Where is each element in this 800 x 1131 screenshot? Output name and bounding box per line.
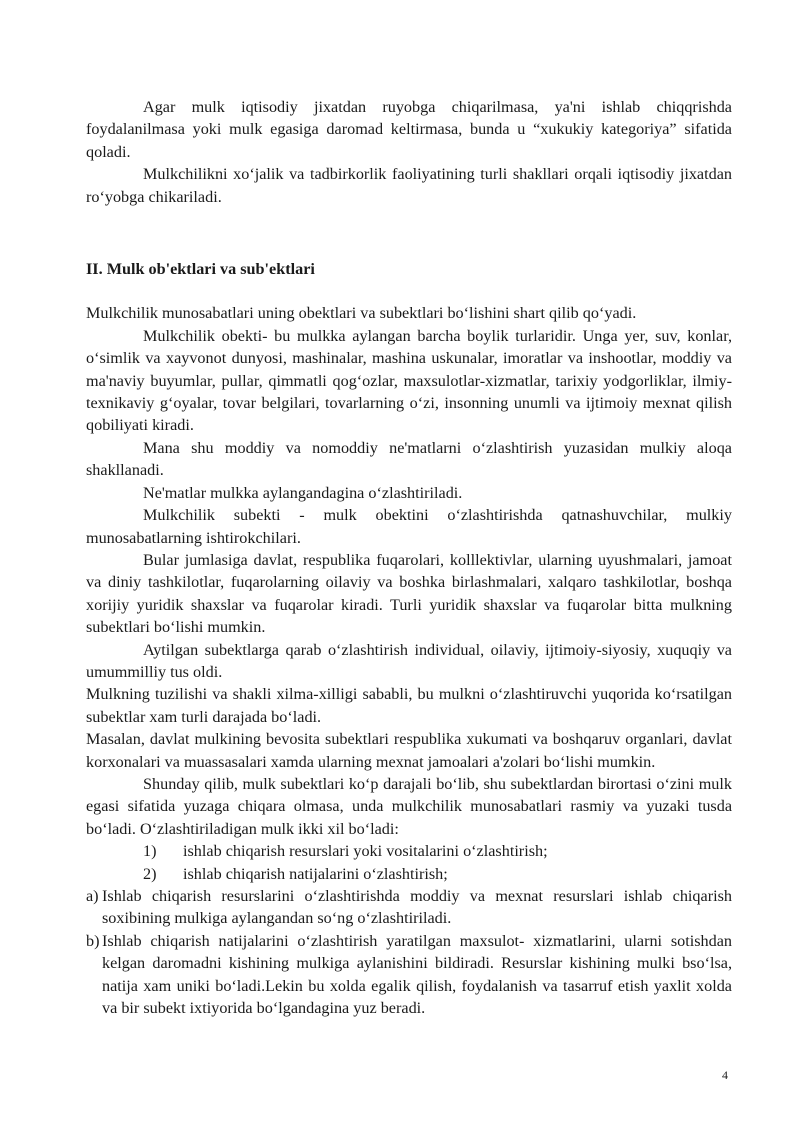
lettered-text: Ishlab chiqarish resurslarini o‘zlashtirishda moddiy va mexnat resurslari ishlab chiqarish soxibining mulkiga aylangandan so‘ng o‘zlashtiriladi. xyxy=(102,887,732,928)
list-item xyxy=(86,840,732,862)
paragraph: Mulkchilik munosabatlari uning obektlari va subektlari bo‘lishini shart qilib qo‘yadi. xyxy=(86,304,637,323)
lettered-item xyxy=(86,930,732,1020)
lettered-label: a) xyxy=(86,887,99,905)
paragraph: Mulkchilikni xo‘jalik va tadbirkorlik faoliyatining turli shakllari orqali iqtisodiy jixatdan ro‘yobga chikariladi. xyxy=(86,165,732,206)
paragraph: Masalan, davlat mulkining bevosita subektlari respublika xukumati va boshqaruv organlari, davlat korxonalari va muassasalari xamda ularning mexnat jamoalari a'zolari bo‘lishi mumkin. xyxy=(86,730,732,771)
list-item xyxy=(86,863,732,885)
list-text: ishlab chiqarish natijalarini o‘zlashtirish; xyxy=(183,864,448,883)
document-page xyxy=(86,96,732,1019)
paragraph: Agar mulk iqtisodiy jixatdan ruyobga chiqarilmasa, ya'ni ishlab chiqqrishda foydalanilmasa yoki mulk egasiga daromad keltirmasa, bunda u “xukukiy kategoriya” sifatida qoladi. xyxy=(86,98,732,161)
list-text: ishlab chiqarish resurslari yoki vositalarini o‘zlashtirish; xyxy=(183,842,548,861)
list-number: 2) xyxy=(143,864,157,883)
paragraph: Mana shu moddiy va nomoddiy ne'matlarni o‘zlashtirish yuzasidan mulkiy aloqa shakllanadi. xyxy=(86,438,732,480)
paragraph: Bular jumlasiga davlat, respublika fuqarolari, kolllektivlar, ularning uyushmalari, jamoat va diniy tashkilotlar, fuqarolarning oilaviy va boshka birlashmalari, xalqaro tashkilotlar, boshqa xorijiy yuridik shaxslar va fuqarolar kiradi. Turli yuridik shaxslar va fuqarolar bitta mulkning subektlari bo‘lishi mumkin. xyxy=(86,550,732,637)
lettered-item xyxy=(86,885,732,930)
lettered-text: Ishlab chiqarish natijalarini o‘zlashtirish yaratilgan maxsulot- xizmatlarini, ularni sotishdan kelgan daromadni kishining mulkiga aylanishini bildiradi. Resurslar kishining mulki bso‘lsa, natija xam uniki bo‘ladi.Lekin bu xolda egalik qilish, foydalanish va tasarruf etish yaxlit xolda va bir subekt ixtiyorida bo‘lgandagina yuz beradi. xyxy=(102,931,732,1018)
paragraph: Mulkchilik obekti- bu mulkka aylangan barcha boylik turlaridir. Unga yer, suv, konlar, o‘simlik va xayvonot dunyosi, mashinalar, mashina uskunalar, imoratlar va inshootlar, moddiy va ma'naviy buyumlar, pullar, qimmatli qog‘ozlar, maxsulotlar-xizmatlar, tarixiy yodgorliklar, ilmiy-texnikaviy g‘oyalar, tovar belgilari, tovarlarning o‘zi, insonning unumli va ijtimoiy mexnat qilish qobiliyati kiradi. xyxy=(86,326,732,435)
section-heading: II. Mulk ob'ektlari va sub'ektlari xyxy=(86,260,315,279)
paragraph: Ne'matlar mulkka aylangandagina o‘zlashtiriladi. xyxy=(143,483,463,502)
list-number: 1) xyxy=(143,842,157,861)
paragraph: Aytilgan subektlarga qarab o‘zlashtirish individual, oilaviy, ijtimoiy-siyosiy, xuquqiy va umummilliy tus oldi. xyxy=(86,640,732,681)
paragraph: Mulkchilik subekti - mulk obektini o‘zlashtirishda qatnashuvchilar, mulkiy munosabatlarning ishtirokchilari. xyxy=(86,506,732,547)
paragraph: Mulkning tuzilishi va shakli xilma-xilligi sababli, bu mulkni o‘zlashtiruvchi yuqorida ko‘rsatilgan subektlar xam turli darajada bo‘ladi. xyxy=(86,685,732,726)
lettered-label: b) xyxy=(86,931,100,950)
page-number: 4 xyxy=(722,1068,728,1082)
paragraph: Shunday qilib, mulk subektlari ko‘p darajali bo‘lib, shu subektlardan birortasi o‘zini mulk egasi sifatida yuzaga chiqara olmasa, unda mulkchilik munosabatlari rasmiy va yuzaki tusda bo‘ladi. O‘zlashtiriladigan mulk ikki xil bo‘ladi: xyxy=(86,774,732,838)
